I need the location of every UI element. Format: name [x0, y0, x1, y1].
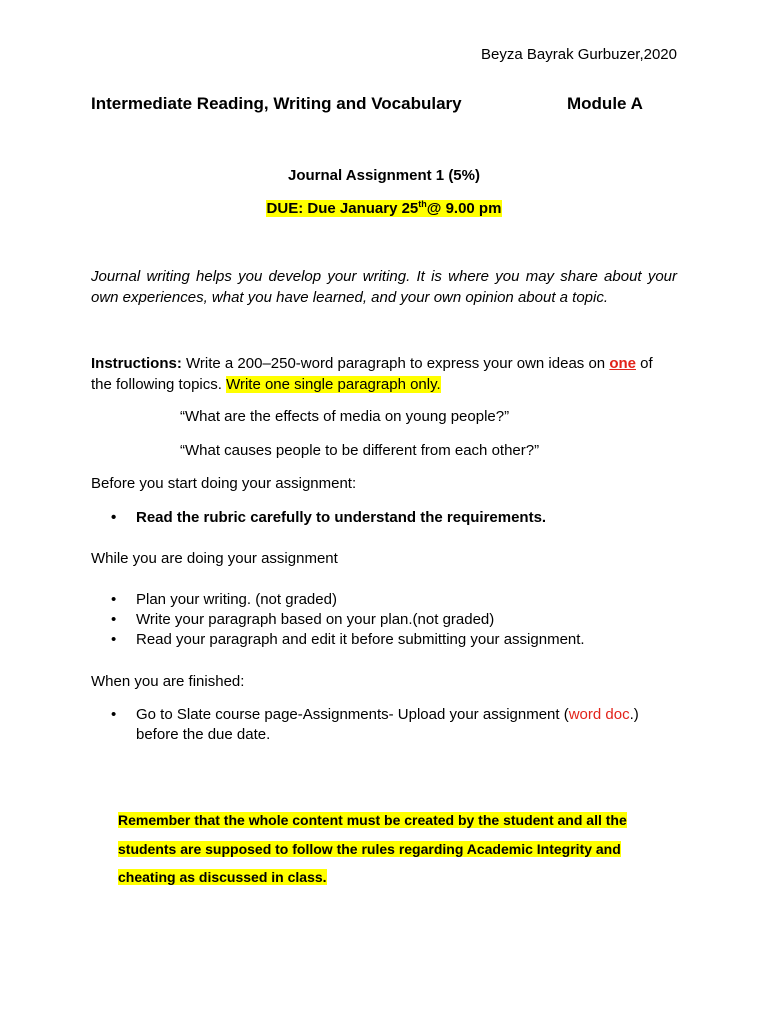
bullet-icon: •	[111, 611, 117, 628]
instructions-text-before: Write a 200–250-word paragraph to express your own ideas on	[181, 355, 610, 372]
due-superscript: th	[418, 199, 427, 209]
list-item	[91, 590, 677, 610]
word-doc-text: word doc	[568, 706, 630, 723]
list-item-text: Write your paragraph based on your plan.(not graded)	[136, 611, 495, 628]
list-item	[91, 508, 677, 528]
due-date-highlight	[266, 200, 503, 217]
single-paragraph-highlight: Write one single paragraph only.	[226, 376, 441, 393]
academic-integrity-note	[118, 806, 678, 892]
instructions-label: Instructions:	[91, 355, 182, 372]
instructions-paragraph	[91, 353, 677, 395]
topic-1: “What are the effects of media on young people?”	[180, 408, 510, 425]
list-item-text-before: Go to Slate course page-Assignments- Upload your assignment (	[136, 706, 569, 723]
list-item-text: Plan your writing. (not graded)	[136, 591, 337, 608]
bullet-icon: •	[111, 631, 117, 648]
list-item-text-after: .) before the due date.	[136, 706, 639, 743]
while-list	[91, 590, 677, 650]
due-line	[0, 200, 768, 217]
assignment-title: Journal Assignment 1 (5%)	[288, 167, 480, 184]
list-item	[91, 630, 677, 650]
before-list	[91, 508, 677, 528]
before-heading: Before you start doing your assignment:	[91, 475, 357, 492]
academic-integrity-highlight: Remember that the whole content must be created by the student and all the students are supposed to follow the rules regarding Academic Integrity and cheating as discussed in class.	[118, 812, 627, 885]
finished-heading: When you are finished:	[91, 673, 245, 690]
bullet-icon: •	[111, 591, 117, 608]
topic-2: “What causes people to be different from each other?”	[180, 442, 540, 459]
list-item	[91, 610, 677, 630]
course-title: Intermediate Reading, Writing and Vocabulary	[91, 94, 462, 113]
finished-list	[91, 705, 677, 745]
due-suffix: @ 9.00 pm	[426, 200, 502, 217]
author-line: Beyza Bayrak Gurbuzer,2020	[481, 46, 677, 63]
list-item	[91, 705, 677, 745]
bullet-icon: •	[111, 509, 117, 526]
instructions-text-after: of the following topics.	[91, 355, 653, 393]
module-label: Module A	[567, 94, 643, 113]
intro-paragraph: Journal writing helps you develop your writing. It is where you may share about your own experiences, what you have learned, and your own opinion about a topic.	[91, 268, 677, 306]
bullet-icon: •	[111, 706, 117, 723]
emphasis-one: one	[609, 355, 636, 372]
list-item-text: Read your paragraph and edit it before submitting your assignment.	[136, 631, 585, 648]
due-prefix: DUE: Due January 25	[266, 200, 419, 217]
list-item-text: Read the rubric carefully to understand the requirements.	[136, 509, 547, 526]
while-heading: While you are doing your assignment	[91, 550, 338, 567]
